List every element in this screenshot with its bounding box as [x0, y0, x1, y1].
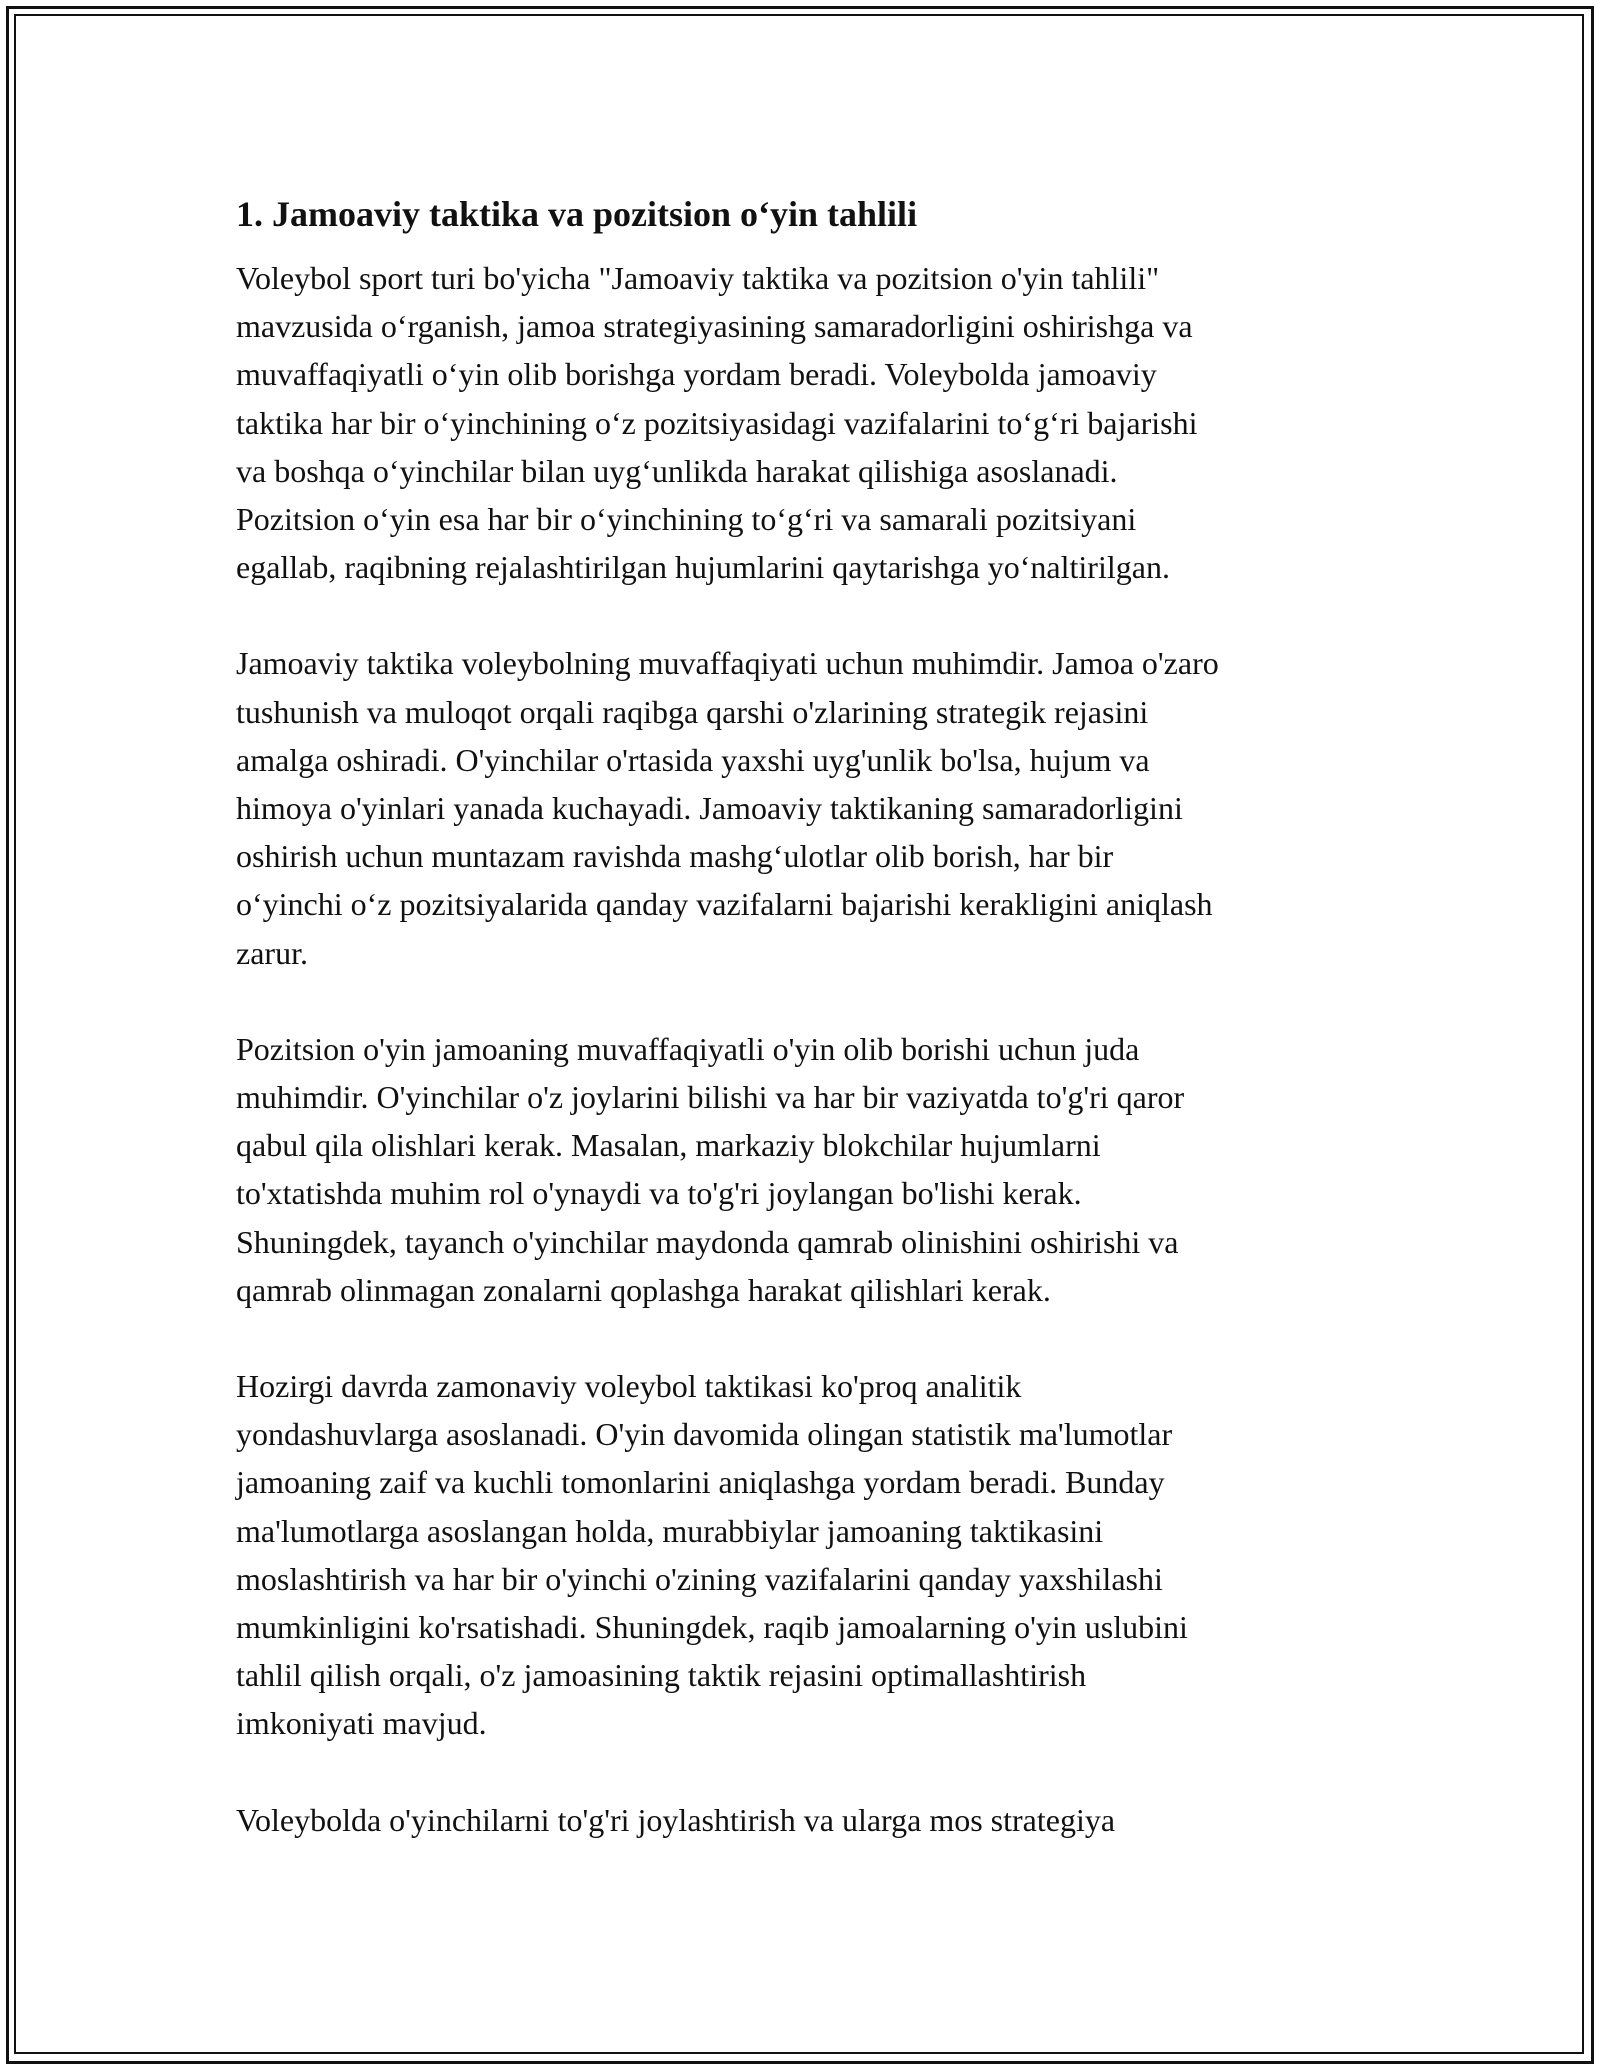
section-heading: 1. Jamoaviy taktika va pozitsion o‘yin tahlili — [236, 194, 918, 234]
paragraph-3: Pozitsion o'yin jamoaning muvaffaqiyatli o'yin olib borishi uchun juda muhimdir. O'yinchilar o'z joylarini bilishi va har bir vaziyatda to'g'ri qaror qabul qila olishlari kerak. Masalan, markaziy blokchilar hujumlarni to'xtatishda muhim rol o'ynaydi va to'g'ri joylangan bo'lishi kerak. Shuningdek, tayanch o'yinchilar maydonda qamrab olinishini oshirishi va qamrab olinmagan zonalarni qoplashga harakat qilishlari kerak. — [236, 1030, 1185, 1308]
paragraph-1: Voleybol sport turi bo'yicha "Jamoaviy taktika va pozitsion o'yin tahlili" mavzusida o‘rganish, jamoa strategiyasining samaradorligini oshirishga va muvaffaqiyatli o‘yin olib borishga yordam beradi. Voleybolda jamoaviy taktika har bir o‘yinchining o‘z pozitsiyasidagi vazifalarini to‘g‘ri bajarishi va boshqa o‘yinchilar bilan uyg‘unlikda harakat qilishiga asoslanadi. Pozitsion o‘yin esa har bir o‘yinchining to‘g‘ri va samarali pozitsiyani egallab, raqibning rejalashtirilgan hujumlarini qaytarishga yo‘naltirilgan. — [236, 260, 1198, 586]
paragraph-2: Jamoaviy taktika voleybolning muvaffaqiyati uchun muhimdir. Jamoa o'zaro tushunish va muloqot orqali raqibga qarshi o'zlarining strategik rejasini amalga oshiradi. O'yinchilar o'rtasida yaxshi uyg'unlik bo'lsa, hujum va himoya o'yinlari yanada kuchayadi. Jamoaviy taktikaning samaradorligini oshirish uchun muntazam ravishda mashg‘ulotlar olib borish, har bir o‘yinchi o‘z pozitsiyalarida qanday vazifalarni bajarishi kerakligini aniqlash zarur. — [236, 645, 1219, 971]
paragraph-4: Hozirgi davrda zamonaviy voleybol taktikasi ko'proq analitik yondashuvlarga asoslanadi. O'yin davomida olingan statistik ma'lumotlar jamoaning zaif va kuchli tomonlarini aniqlashga yordam beradi. Bunday ma'lumotlarga asoslangan holda, murabbiylar jamoaning taktikasini moslashtirish va har bir o'yinchi o'zining vazifalarini qanday yaxshilashi mumkinligini ko'rsatishadi. Shuningdek, raqib jamoalarning o'yin uslubini tahlil qilish orqali, o'z jamoasining taktik rejasini optimallashtirish imkoniyati mavjud. — [236, 1368, 1188, 1742]
document-body — [236, 190, 1366, 1892]
paragraph-5: Voleybolda o'yinchilarni to'g'ri joylashtirish va ularga mos strategiya — [236, 1801, 1116, 1838]
